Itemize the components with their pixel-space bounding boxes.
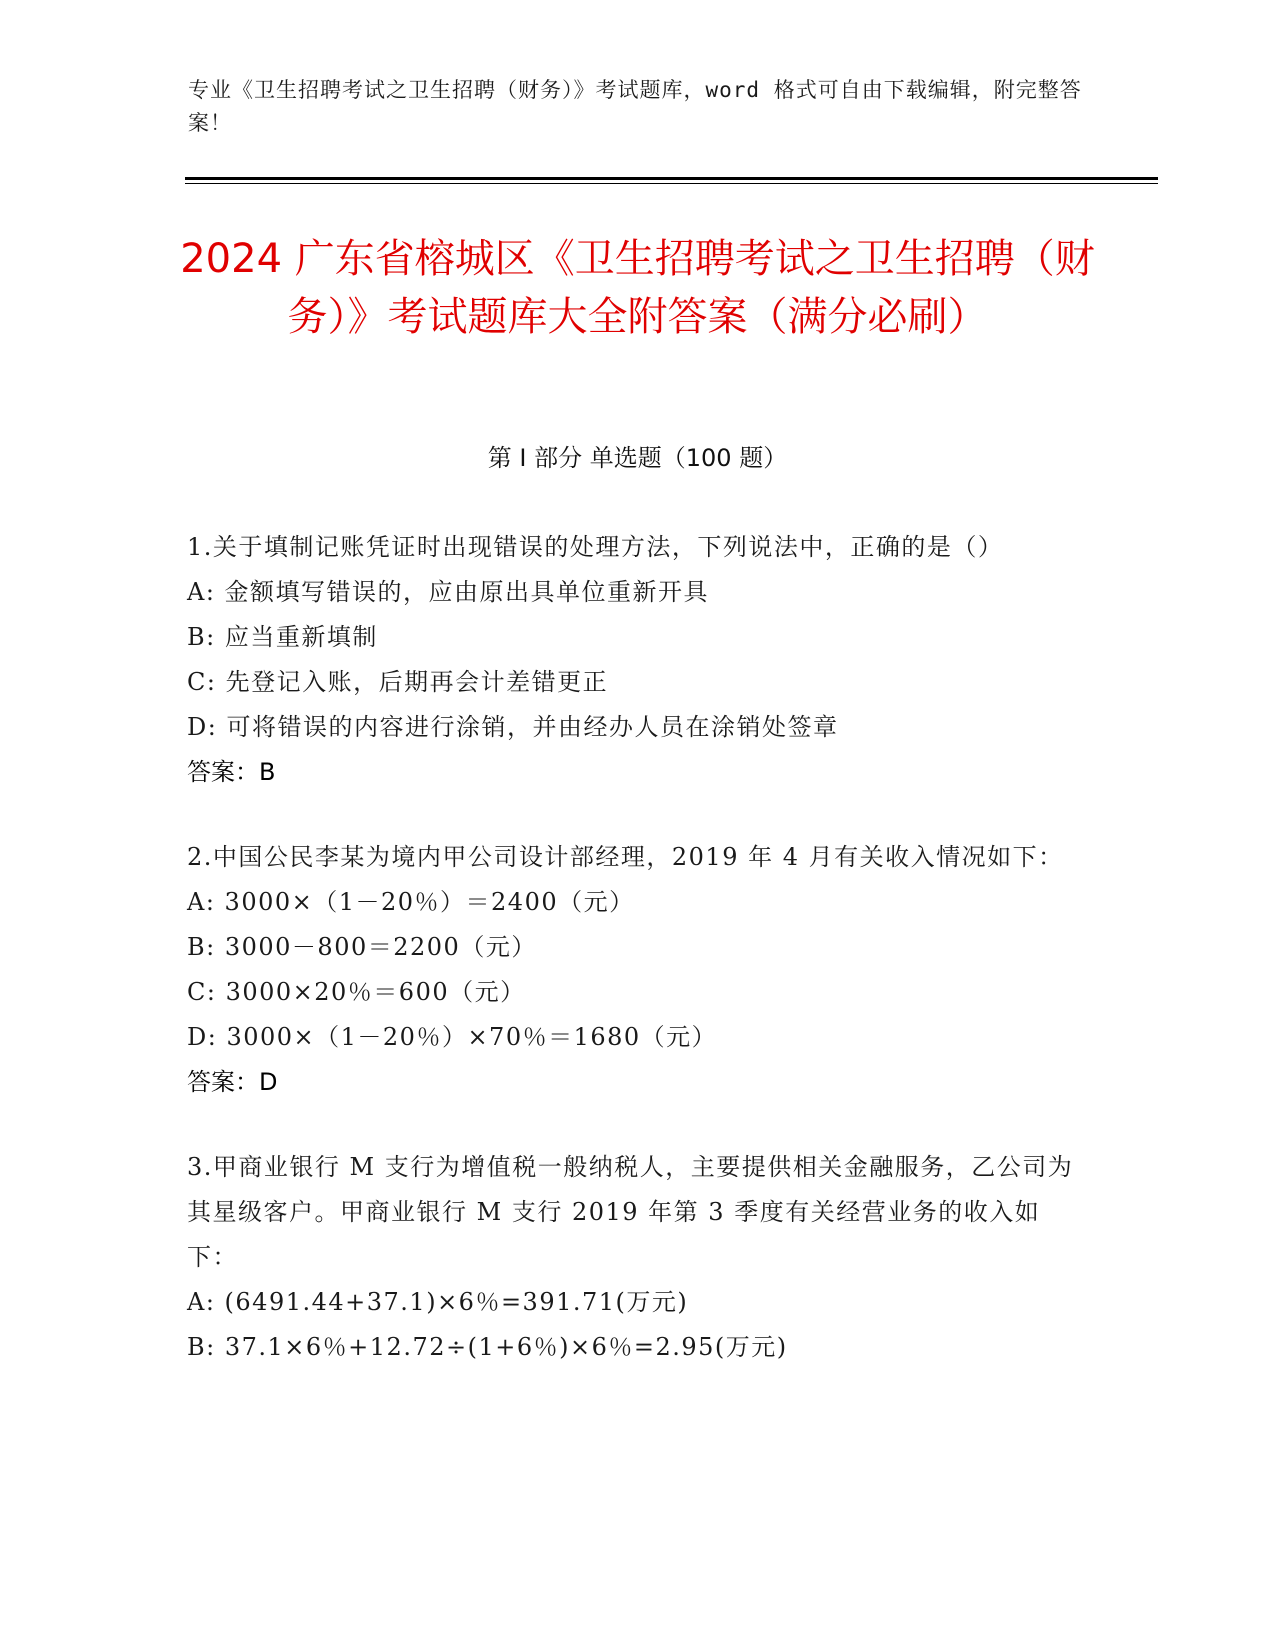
- option-b: B: 3000－800＝2200（元）: [187, 933, 537, 961]
- question-stem: 3.甲商业银行 M 支行为增值税一般纳税人，主要提供相关金融服务，乙公司为其星级客户。甲商业银行 M 支行 2019 年第 3 季度有关经营业务的收入如下：: [187, 1153, 1074, 1271]
- option-c: C: 先登记入账，后期再会计差错更正: [187, 668, 609, 696]
- section-title: 第 I 部分 单选题（100 题）: [487, 444, 788, 472]
- header-note: 专业《卫生招聘考试之卫生招聘（财务）》考试题库，word 格式可自由下载编辑，附完整答案！: [188, 78, 1082, 135]
- question-stem: 1.关于填制记账凭证时出现错误的处理方法，下列说法中，正确的是（）: [187, 533, 1004, 561]
- option-b: B: 37.1×6％+12.72÷(1+6％)×6％=2.95(万元): [187, 1333, 788, 1361]
- option-b: B: 应当重新填制: [187, 623, 378, 651]
- question-item: [187, 525, 1087, 795]
- question-stem: 2.中国公民李某为境内甲公司设计部经理，2019 年 4 月有关收入情况如下：: [187, 843, 1064, 871]
- option-a: A: 3000×（1－20％）＝2400（元）: [187, 888, 635, 916]
- option-a: A: (6491.44+37.1)×6％=391.71(万元): [187, 1288, 689, 1316]
- option-a: A: 金额填写错误的，应由原出具单位重新开具: [187, 578, 710, 606]
- question-list: [187, 525, 1087, 1410]
- header-rule-thick: [185, 177, 1158, 180]
- answer: 答案：B: [187, 758, 276, 786]
- option-c: C: 3000×20％＝600（元）: [187, 978, 526, 1006]
- question-item: [187, 1145, 1087, 1370]
- option-d: D: 3000×（1－20％）×70％＝1680（元）: [187, 1023, 718, 1051]
- question-item: [187, 835, 1087, 1105]
- document-title: 2024 广东省榕城区《卫生招聘考试之卫生招聘（财务）》考试题库大全附答案（满分必刷）: [180, 236, 1095, 340]
- answer: 答案：D: [187, 1068, 278, 1096]
- header-rule-thin: [185, 183, 1158, 184]
- option-d: D: 可将错误的内容进行涂销，并由经办人员在涂销处签章: [187, 713, 839, 741]
